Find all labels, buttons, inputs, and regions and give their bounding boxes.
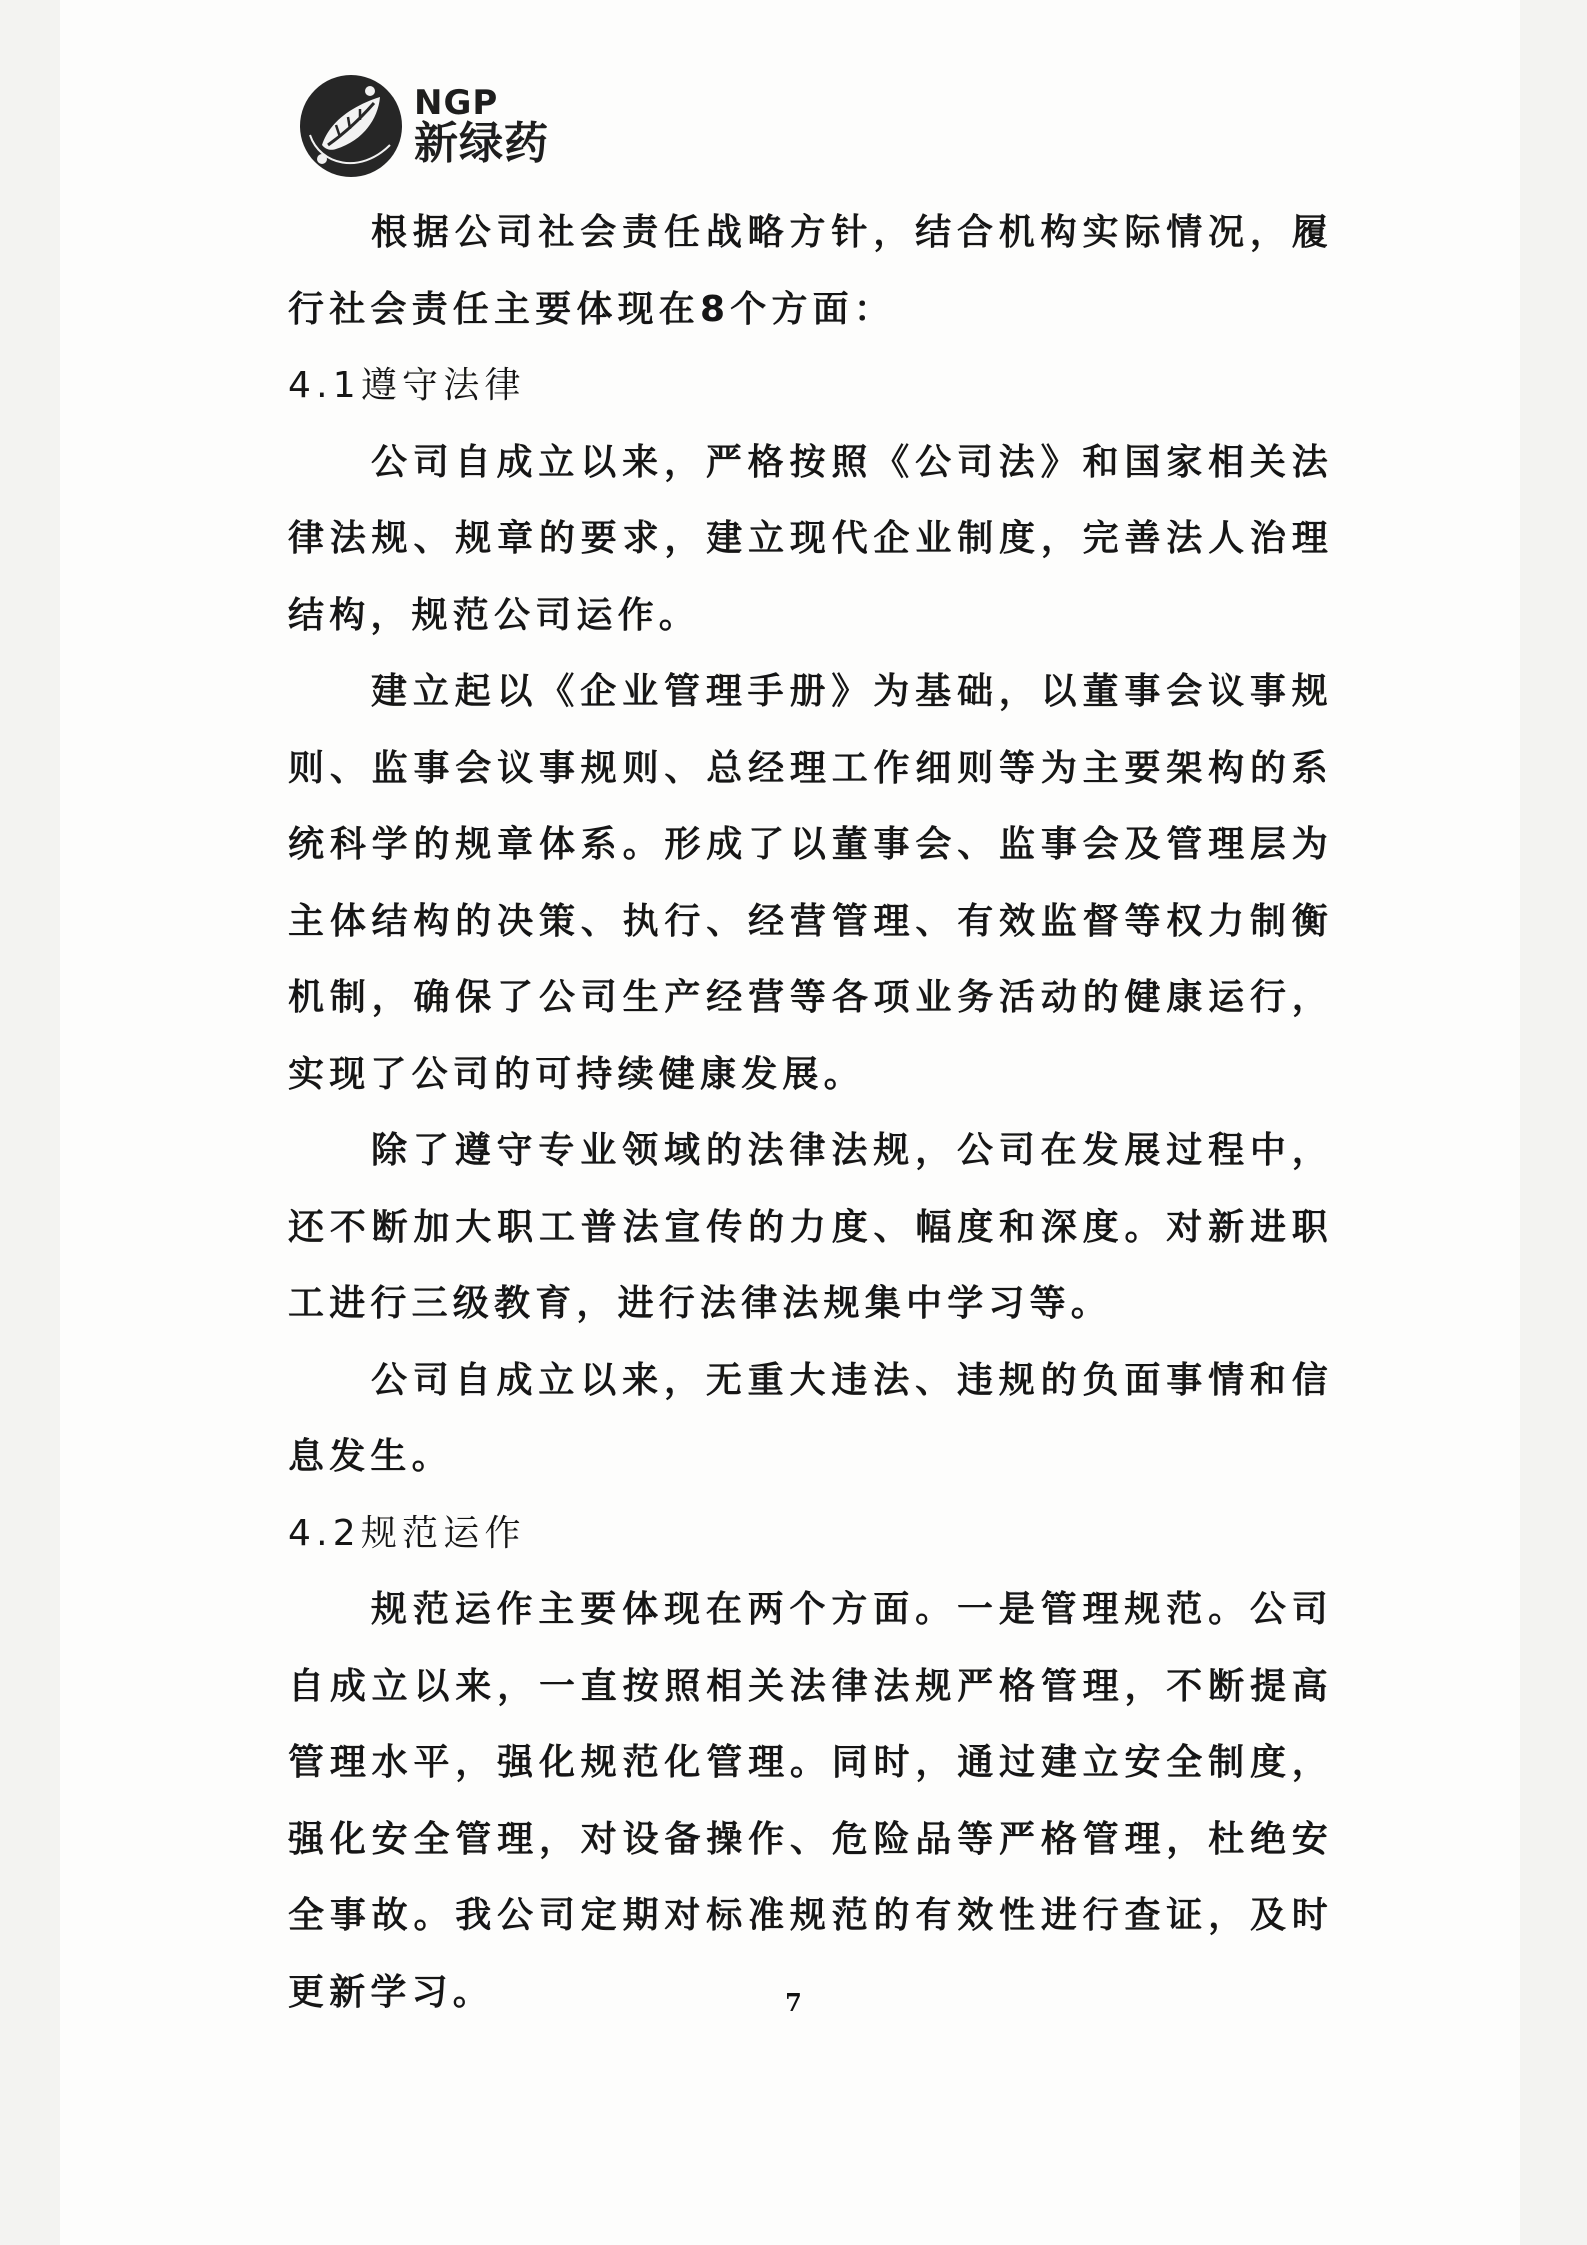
paragraph: 公司自成立以来，严格按照《公司法》和国家相关法律法规、规章的要求，建立现代企业制度，完善法人治理结构，规范公司运作。: [288, 441, 1333, 636]
intro-paragraph: 根据公司社会责任战略方针，结合机构实际情况，履行社会责任主要体现在8个方面：: [288, 212, 1333, 330]
document-body: [288, 195, 1333, 2031]
logo-text-en: NGP: [414, 83, 499, 123]
logo-text-cn: 新绿药: [414, 118, 549, 169]
section-heading: 4.2规范运作: [288, 1512, 526, 1554]
section-heading: 4.1遵守法律: [288, 365, 526, 406]
company-logo: [300, 75, 549, 177]
page-number: 7: [785, 1988, 802, 2017]
paragraph: 建立起以《企业管理手册》为基础，以董事会议事规则、监事会议事规则、总经理工作细则等为主要架构的系统科学的规章体系。形成了以董事会、监事会及管理层为主体结构的决策、执行、经营管理、有效监督等权力制衡机制，确保了公司生产经营等各项业务活动的健康运行，实现了公司的可持续健康发展。: [288, 671, 1333, 1095]
paragraph: 公司自成立以来，无重大违法、违规的负面事情和信息发生。: [288, 1359, 1333, 1477]
paragraph: 规范运作主要体现在两个方面。一是管理规范。公司自成立以来，一直按照相关法律法规严格管理，不断提高管理水平，强化规范化管理。同时，通过建立安全制度，强化安全管理，对设备操作、危险品等严格管理，杜绝安全事故。我公司定期对标准规范的有效性进行查证，及时更新学习。: [288, 1589, 1333, 2013]
paragraph: 除了遵守专业领域的法律法规，公司在发展过程中，还不断加大职工普法宣传的力度、幅度和深度。对新进职工进行三级教育，进行法律法规集中学习等。: [288, 1130, 1333, 1324]
leaf-circle-icon: [300, 75, 402, 177]
